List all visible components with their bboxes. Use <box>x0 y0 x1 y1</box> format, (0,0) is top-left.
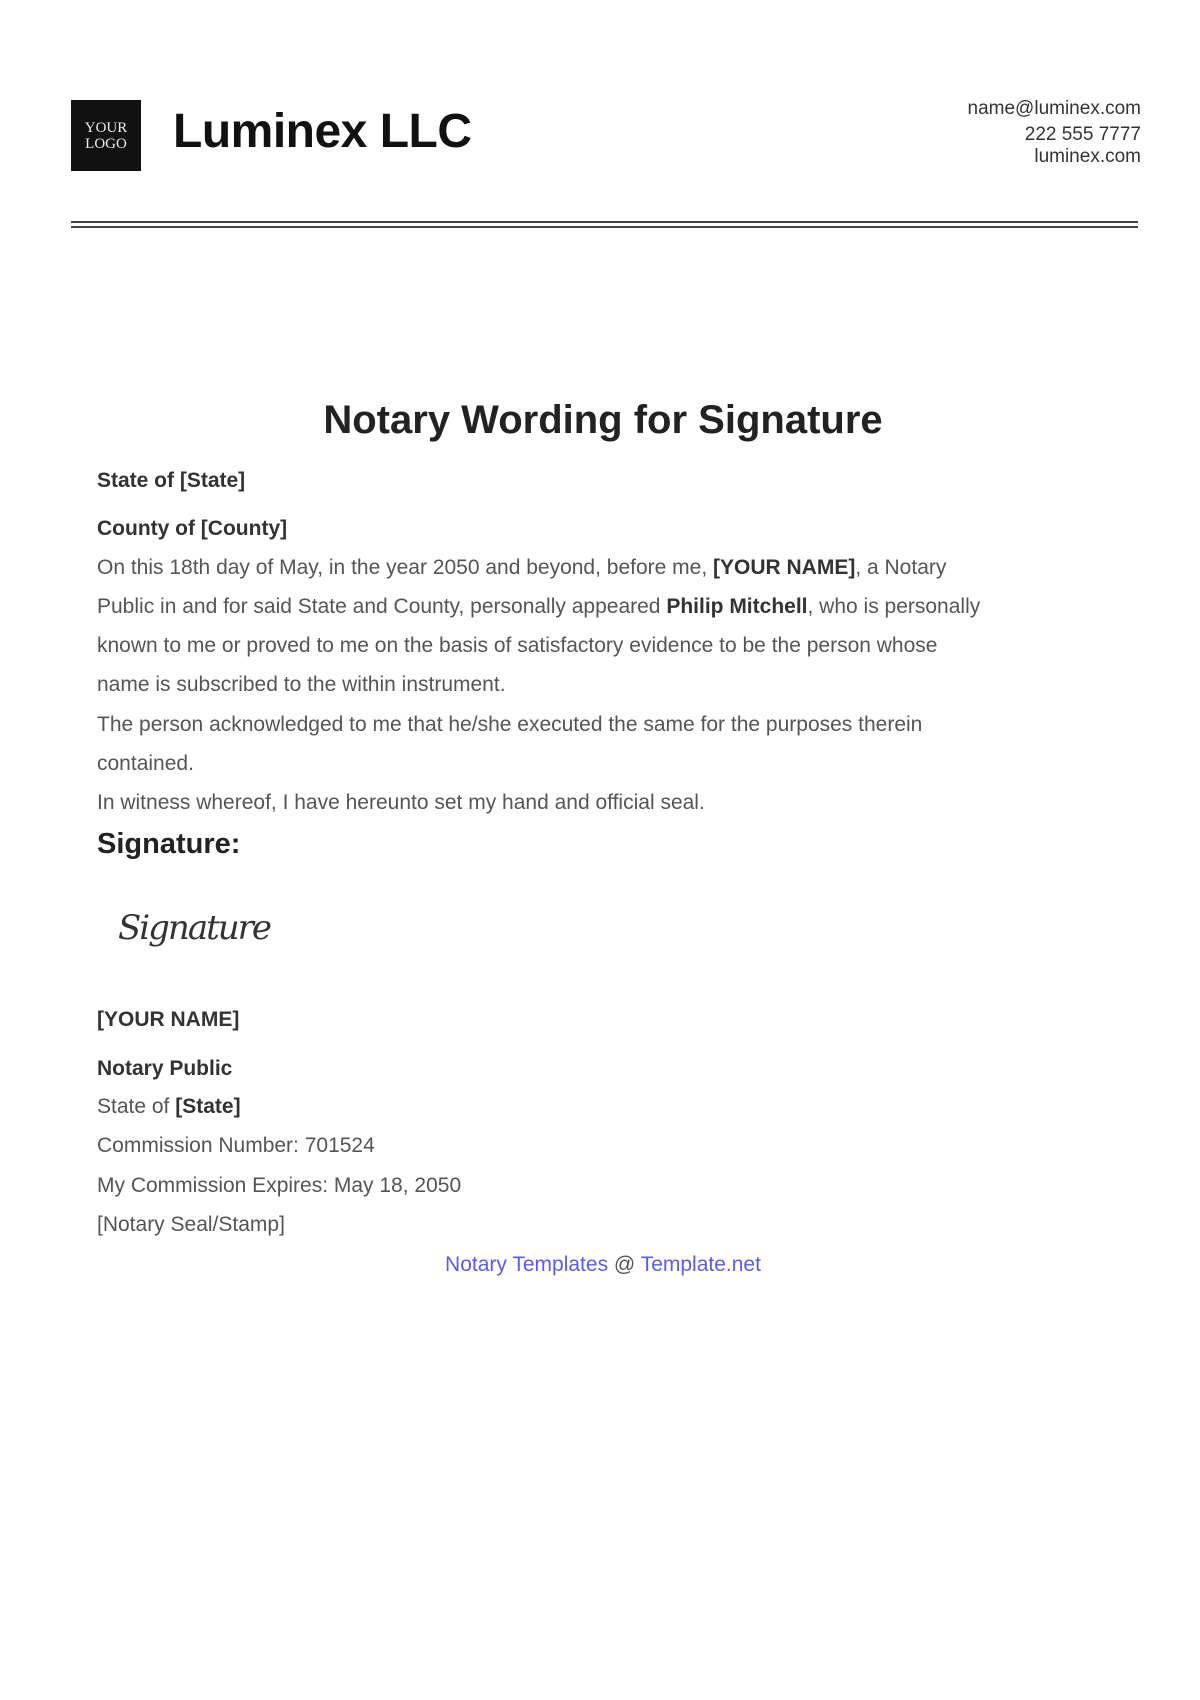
paragraph-line: The person acknowledged to me that he/she executed the same for the purposes therein <box>97 713 923 736</box>
notary-role: Notary Public <box>97 1057 233 1080</box>
paragraph-line: In witness whereof, I have hereunto set my hand and official seal. <box>97 791 705 814</box>
document-title: Notary Wording for Signature <box>323 398 883 442</box>
logo-text-2: LOGO <box>85 135 127 152</box>
paragraph-line <box>97 595 980 619</box>
footer-separator: @ <box>608 1253 641 1276</box>
logo <box>71 100 141 171</box>
header-divider-top <box>71 221 1138 223</box>
state-line: State of [State] <box>97 469 246 492</box>
state-value: [State] <box>175 1095 241 1118</box>
text: Public in and for said State and County, personally appeared <box>97 595 667 618</box>
footer <box>0 1253 1200 1277</box>
signer-name: Philip Mitchell <box>666 595 808 618</box>
signature-image: Signature <box>118 908 271 948</box>
notary-name: [YOUR NAME] <box>97 1008 240 1031</box>
header-divider-bottom <box>71 226 1138 228</box>
notary-state <box>97 1095 241 1119</box>
logo-text-1: YOUR <box>84 119 128 136</box>
signature-heading: Signature: <box>97 828 241 860</box>
text: , a Notary <box>855 556 947 579</box>
contact-email: name@luminex.com <box>967 98 1141 119</box>
paragraph-line: name is subscribed to the within instrument. <box>97 673 506 696</box>
text: , who is personally <box>807 595 981 618</box>
notary-templates-link[interactable]: Notary Templates <box>445 1253 609 1276</box>
commission-expires: My Commission Expires: May 18, 2050 <box>97 1174 462 1197</box>
text: On this 18th day of May, in the year 2050 and beyond, before me, <box>97 556 713 579</box>
company-name: Luminex LLC <box>173 105 472 158</box>
notary-seal: [Notary Seal/Stamp] <box>97 1213 285 1236</box>
paragraph-line: known to me or proved to me on the basis of satisfactory evidence to be the person whose <box>97 634 938 657</box>
notary-name: [YOUR NAME] <box>713 556 856 579</box>
paragraph-line <box>97 556 946 580</box>
text: State of <box>97 1095 176 1118</box>
paragraph-line: contained. <box>97 752 194 775</box>
commission-number: Commission Number: 701524 <box>97 1134 375 1157</box>
contact-website: luminex.com <box>1034 146 1141 167</box>
county-line: County of [County] <box>97 517 288 540</box>
contact-phone: 222 555 7777 <box>1024 124 1141 145</box>
template-net-link[interactable]: Template.net <box>640 1253 761 1276</box>
